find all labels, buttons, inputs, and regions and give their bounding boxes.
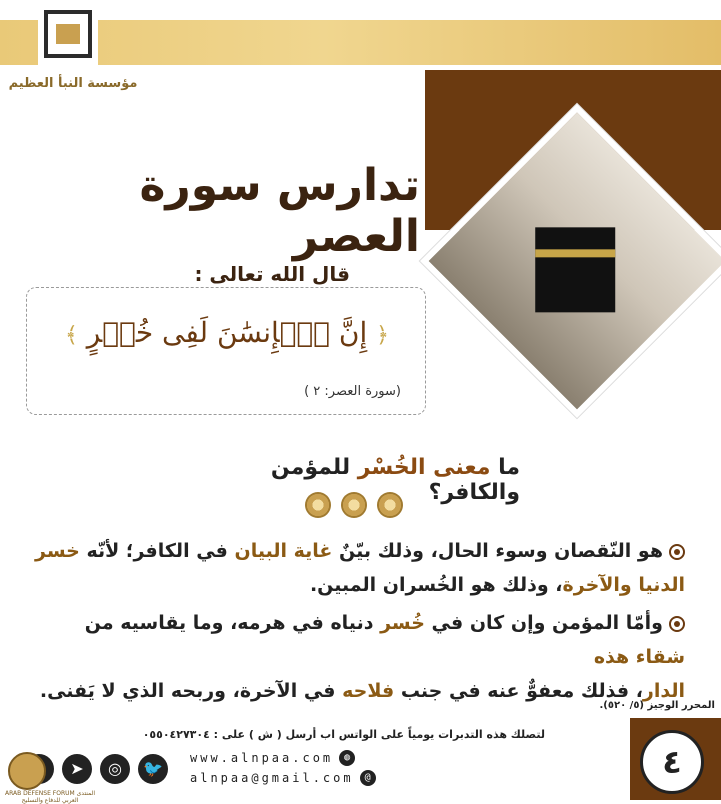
paragraph-highlight: غاية البيان [234, 540, 333, 562]
watermark-badge-icon [8, 752, 46, 790]
verse-intro: قال الله تعالى : [194, 262, 350, 286]
paragraph-2 [35, 606, 685, 708]
paragraph-1 [35, 534, 685, 602]
verse-text [27, 316, 427, 349]
kaaba-photo [436, 120, 721, 420]
paragraph-text: ، فذلك معفوٌّ عنه في جنب [394, 680, 643, 702]
logo-name: مؤسسة النبأ العظيم [8, 76, 138, 91]
watermark [0, 752, 100, 804]
reference-citation: المحرر الوجيز (٥/ ٥٢٠). [599, 700, 715, 711]
instagram-icon[interactable]: ◎ [100, 754, 130, 784]
subscribe-text: لتصلك هذه التدبرات يومياً على الواتس اب أرسل ( ش ) على : ٠٥٥٠٤٢٧٣٠٤ [142, 728, 545, 741]
verse-source: (سورة العصر: ٢ ) [304, 384, 401, 399]
top-gold-banner [0, 20, 721, 65]
ornament-star-icon [377, 492, 403, 518]
paragraph-text: في الكافر؛ لأنّه [79, 540, 235, 562]
paragraph-text: ، وذلك هو الخُسران المبين. [309, 574, 563, 596]
watermark-text: ARAB DEFENSE FORUM المنتدى العربي للدفاع والتسليح [4, 790, 96, 804]
telegram-icon[interactable]: ➤ [62, 754, 92, 784]
email-text[interactable]: alnpaa@gmail.com [190, 771, 354, 785]
verse-body: إِنَّ ٱلۡإِنسَٰنَ لَفِى خُسۡرٍ [86, 316, 368, 349]
ornament-stars [305, 492, 415, 522]
paragraph-text: وأمّا المؤمن وإن كان في [424, 612, 663, 634]
question-prefix: ما [490, 455, 520, 480]
question-highlight: معنى الخُسْر [357, 455, 491, 480]
twitter-icon[interactable]: 🐦 [138, 754, 168, 784]
paragraph-highlight: خسر [35, 540, 80, 562]
paragraph-highlight: فلاحه [342, 680, 395, 702]
ornament-star-icon [305, 492, 331, 518]
paragraph-highlight: الدنيا والآخرة [562, 574, 685, 596]
globe-icon: ◍ [339, 750, 355, 766]
logo [38, 6, 98, 76]
logo-mark-icon [44, 10, 92, 58]
ornament-star-icon [341, 492, 367, 518]
website-row[interactable] [190, 750, 380, 766]
kaaba-image [535, 227, 615, 312]
paragraph-text: دنياه في هرمه، وما يقاسيه من [84, 612, 381, 634]
paragraph-text: هو النّقصان وسوء الحال، وذلك بيّنٌ [332, 540, 663, 562]
paragraph-highlight: الدار [642, 680, 685, 702]
question-suffix: للمؤمن والكافر؟ [270, 455, 520, 505]
verse-box [26, 287, 426, 415]
at-icon: @ [360, 770, 376, 786]
verse-ornament-left: ﴾ [64, 323, 78, 348]
page-title: تدارس سورة العصر [139, 160, 420, 262]
card-number: ٤ [640, 730, 704, 794]
bullet-icon [669, 616, 685, 632]
paragraph-text: في الآخرة، وربحه الذي لا يَفنى. [39, 680, 343, 702]
kaaba-photo-frame [420, 104, 721, 418]
verse-ornament-right: ﴿ [376, 323, 390, 348]
paragraph-highlight: شقاء هذه [593, 646, 685, 668]
bullet-icon [669, 544, 685, 560]
paragraph-highlight: خُسر [380, 612, 425, 634]
email-row[interactable] [190, 770, 380, 786]
website-text[interactable]: www.alnpaa.com [190, 751, 334, 765]
